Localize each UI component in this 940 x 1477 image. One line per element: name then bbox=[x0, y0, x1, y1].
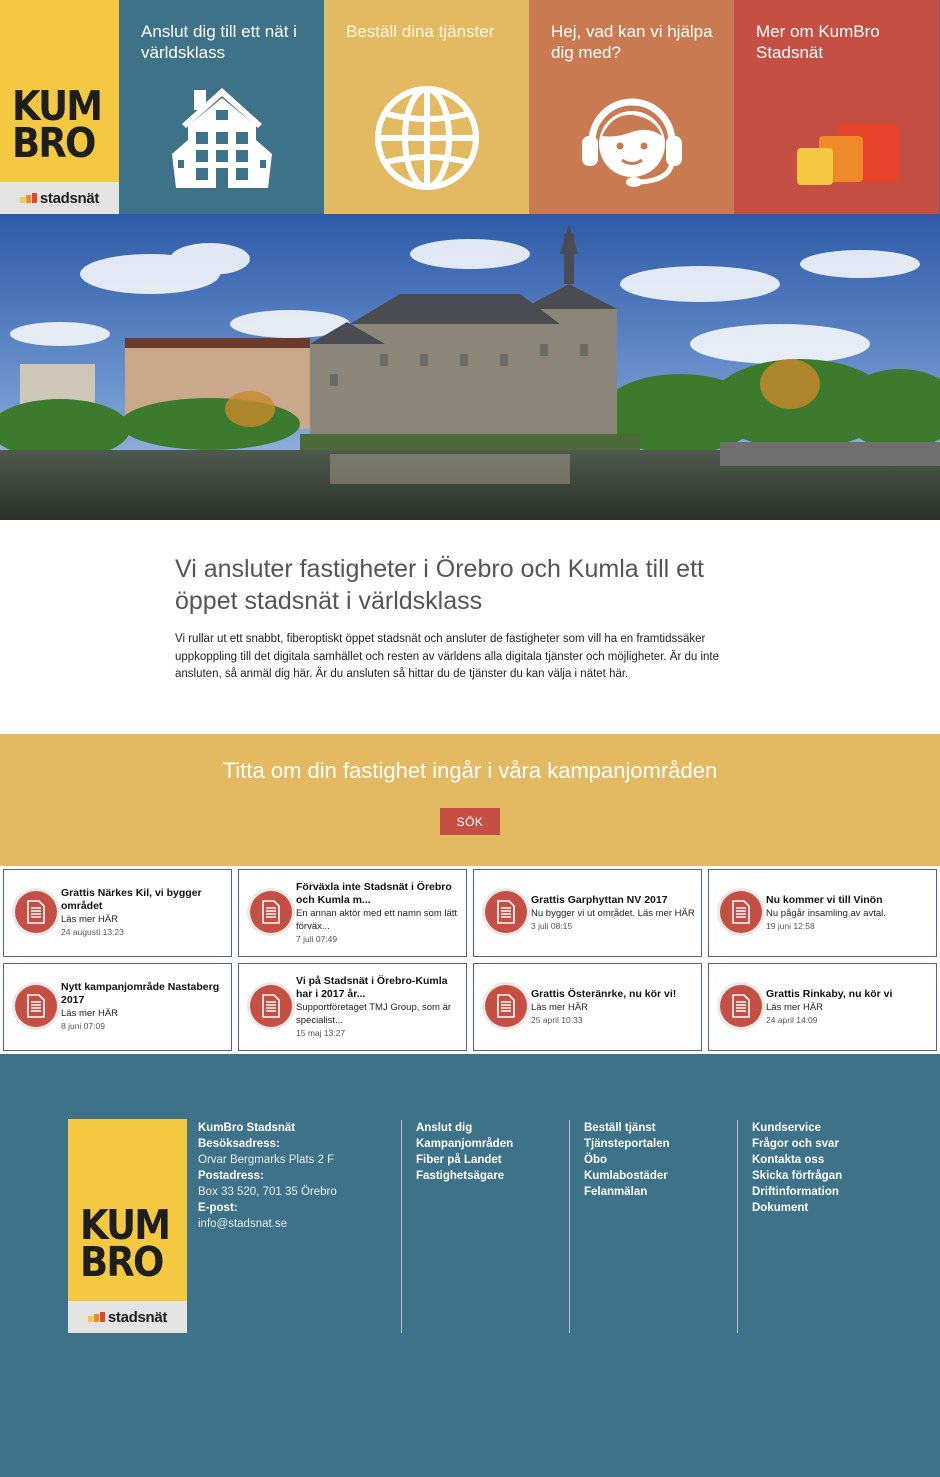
intro-section bbox=[0, 520, 940, 734]
news-desc: En annan aktör med ett namn som lätt förväx... bbox=[296, 907, 458, 932]
document-icon bbox=[250, 891, 292, 933]
footer bbox=[0, 1054, 940, 1477]
footer-link-obo[interactable]: Öbo bbox=[584, 1154, 607, 1166]
news-card[interactable] bbox=[473, 963, 702, 1051]
news-desc: Läs mer HÄR bbox=[61, 1008, 119, 1019]
tile-anslut-label: Anslut dig till ett nät i världsklass bbox=[141, 22, 297, 62]
news-title: Nytt kampanjområde Nastaberg 2017 bbox=[61, 981, 220, 1006]
document-icon bbox=[15, 985, 57, 1027]
logo-line-2: BRO bbox=[12, 119, 95, 167]
footer-divider bbox=[737, 1120, 738, 1333]
stadsnat-mark-icon bbox=[88, 1312, 105, 1322]
email-label: E-post: bbox=[198, 1202, 238, 1214]
house-icon bbox=[168, 84, 276, 197]
logo-sub: stadsnät bbox=[39, 189, 100, 207]
news-card[interactable] bbox=[708, 963, 937, 1051]
footer-link-tjansteportalen[interactable]: Tjänsteportalen bbox=[584, 1138, 670, 1150]
footer-col-anslut bbox=[416, 1120, 513, 1184]
news-grid bbox=[0, 866, 940, 1054]
footer-divider bbox=[569, 1120, 570, 1333]
logo-band bbox=[0, 182, 119, 214]
news-title: Vi på Stadsnät i Örebro-Kumla har i 2017 år... bbox=[296, 974, 448, 1000]
news-title: Förväxla inte Stadsnät i Örebro och Kumla m... bbox=[296, 880, 452, 906]
news-desc: Nu pågår insamling av avtal. bbox=[766, 907, 886, 919]
footer-logo-sub: stadsnät bbox=[107, 1308, 168, 1326]
news-card[interactable] bbox=[238, 963, 467, 1051]
footer-link-kontakta-oss[interactable]: Kontakta oss bbox=[752, 1154, 825, 1166]
logo-wordmark bbox=[12, 82, 102, 167]
tile-om-kumbro-label: Mer om KumBro Stadsnät bbox=[756, 22, 880, 62]
post-label: Postadress: bbox=[198, 1170, 264, 1182]
email-link[interactable]: info@stadsnat.se bbox=[198, 1218, 288, 1230]
document-icon bbox=[720, 891, 762, 933]
kumbro-logo[interactable] bbox=[0, 0, 119, 214]
footer-logo-line-2: BRO bbox=[80, 1238, 163, 1286]
globe-icon bbox=[373, 84, 481, 197]
stacked-squares-icon bbox=[797, 124, 901, 191]
news-desc: Nu bygger vi ut området. Läs mer HÄR bbox=[531, 907, 695, 919]
footer-link-fragor-och-svar[interactable]: Frågor och svar bbox=[752, 1138, 839, 1150]
hero-image-orebro-castle bbox=[0, 214, 940, 520]
post-address: Box 33 520, 701 35 Örebro bbox=[198, 1186, 337, 1198]
footer-link-fiber-pa-landet[interactable]: Fiber på Landet bbox=[416, 1154, 502, 1166]
news-desc: Supportföretaget TMJ Group, som är specialist... bbox=[296, 1001, 452, 1026]
footer-heading-anslut[interactable]: Anslut dig bbox=[416, 1122, 473, 1134]
news-card[interactable] bbox=[473, 869, 702, 957]
footer-logo-line-1: KUM bbox=[80, 1201, 170, 1249]
footer-heading-kundservice[interactable]: Kundservice bbox=[752, 1122, 822, 1134]
campaign-search-section bbox=[0, 734, 940, 866]
footer-link-felanmalan[interactable]: Felanmälan bbox=[584, 1186, 648, 1198]
news-title: Nu kommer vi till Vinön bbox=[766, 893, 883, 906]
headset-agent-icon bbox=[578, 84, 686, 197]
search-button[interactable]: SÖK bbox=[440, 808, 500, 835]
footer-logo[interactable] bbox=[68, 1119, 187, 1333]
news-date: 25 april 10:33 bbox=[531, 1014, 583, 1025]
footer-logo-wordmark bbox=[80, 1201, 170, 1286]
footer-col-kundservice bbox=[752, 1120, 842, 1216]
document-icon bbox=[485, 891, 527, 933]
news-desc: Läs mer HÄR bbox=[766, 1001, 824, 1013]
tile-kundservice-label: Hej, vad kan vi hjälpa dig med? bbox=[551, 22, 713, 62]
news-desc: Läs mer HÄR bbox=[531, 1001, 589, 1013]
news-desc: Läs mer HÄR bbox=[61, 914, 119, 925]
footer-link-fastighetsagare[interactable]: Fastighetsägare bbox=[416, 1170, 505, 1182]
news-card[interactable] bbox=[3, 869, 232, 957]
tile-om-kumbro[interactable] bbox=[734, 0, 939, 214]
footer-link-skicka-forfragan[interactable]: Skicka förfrågan bbox=[752, 1170, 843, 1182]
visit-address: Orvar Bergmarks Plats 2 F bbox=[198, 1154, 335, 1166]
news-date: 7 juli 07:49 bbox=[296, 933, 338, 944]
document-icon bbox=[250, 985, 292, 1027]
footer-link-dokument[interactable]: Dokument bbox=[752, 1202, 809, 1214]
document-icon bbox=[15, 891, 57, 933]
intro-heading: Vi ansluter fastigheter i Örebro och Kumla till ett öppet stadsnät i världsklass bbox=[175, 555, 704, 615]
tile-kundservice[interactable] bbox=[529, 0, 734, 214]
news-title: Grattis Garphyttan NV 2017 bbox=[531, 893, 668, 906]
visit-label: Besöksadress: bbox=[198, 1138, 280, 1150]
news-date: 24 april 14:09 bbox=[766, 1014, 818, 1025]
tile-bestall[interactable] bbox=[324, 0, 529, 214]
footer-heading-bestall[interactable]: Beställ tjänst bbox=[584, 1122, 656, 1134]
footer-logo-band bbox=[68, 1301, 187, 1333]
news-date: 8 juni 07:09 bbox=[61, 1021, 105, 1031]
news-date: 3 juli 08:15 bbox=[531, 920, 573, 931]
top-navigation bbox=[0, 0, 940, 214]
document-icon bbox=[720, 985, 762, 1027]
news-date: 24 augusti 13:23 bbox=[61, 927, 124, 937]
footer-link-kampanjomraden[interactable]: Kampanjområden bbox=[416, 1138, 514, 1150]
tile-bestall-label: Beställ dina tjänster bbox=[346, 22, 495, 41]
campaign-heading: Titta om din fastighet ingår i våra kampanjområden bbox=[222, 758, 718, 783]
news-card[interactable] bbox=[708, 869, 937, 957]
document-icon bbox=[485, 985, 527, 1027]
logo-line-1: KUM bbox=[12, 82, 102, 130]
news-card[interactable] bbox=[3, 963, 232, 1051]
footer-company: KumBro Stadsnät bbox=[198, 1122, 296, 1134]
news-date: 19 juni 12:58 bbox=[766, 920, 815, 931]
footer-col-bestall bbox=[584, 1120, 670, 1200]
news-title: Grattis Rinkaby, nu kör vi bbox=[766, 987, 893, 1000]
footer-divider bbox=[401, 1120, 402, 1333]
news-title: Grattis Närkes Kil, vi bygger området bbox=[61, 887, 202, 912]
tile-anslut[interactable] bbox=[119, 0, 324, 214]
footer-contact bbox=[198, 1120, 337, 1232]
footer-link-driftinformation[interactable]: Driftinformation bbox=[752, 1186, 839, 1198]
stadsnat-mark-icon bbox=[20, 193, 37, 203]
intro-body: Vi rullar ut ett snabbt, fiberoptiskt öppet stadsnät och ansluter de fastigheter som vill ha en framtidssäker uppkoppling till det digitala samhället och resten av världens alla digitala tjänster och möjligheter. Är du inte ansluten, så anmäl dig här. Är du ansluten så hittar du de tjänster du kan välja i nätet här. bbox=[175, 633, 720, 680]
news-card[interactable] bbox=[238, 869, 467, 957]
news-date: 15 maj 13:27 bbox=[296, 1027, 346, 1038]
news-title: Grattis Österänrke, nu kör vi! bbox=[531, 987, 677, 1000]
footer-link-kumlabostader[interactable]: Kumlabostäder bbox=[584, 1170, 668, 1182]
